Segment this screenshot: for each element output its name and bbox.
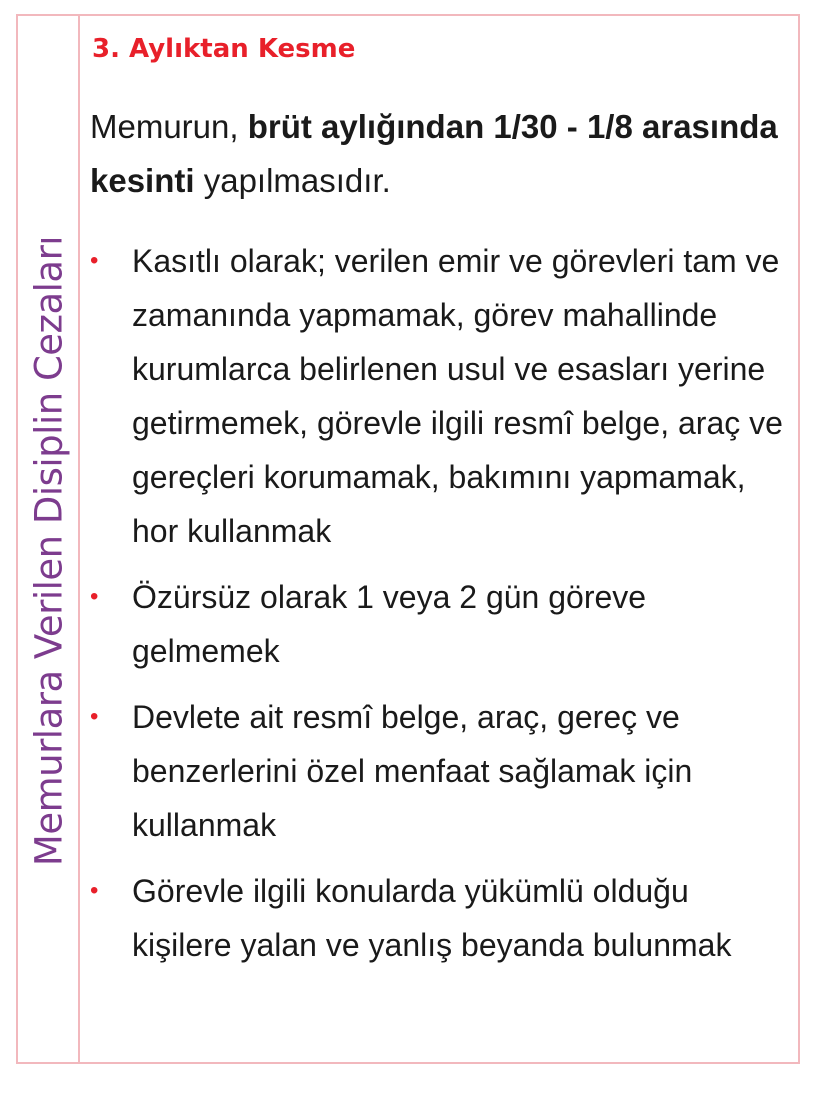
- bullet-icon: •: [90, 247, 99, 274]
- intro-bold: brüt aylığından 1/30 - 1/8 arasında kesinti: [90, 108, 778, 199]
- bullet-icon: •: [90, 583, 99, 610]
- intro-prefix: Memurun,: [90, 108, 248, 145]
- list-item-text: Özürsüz olarak 1 veya 2 gün göreve gelmemek: [132, 579, 647, 669]
- list-item: [90, 690, 795, 852]
- bullet-icon: •: [90, 877, 99, 904]
- section-heading: 3. Aylıktan Kesme: [92, 34, 356, 64]
- list-item-text: Görevle ilgili konularda yükümlü olduğu kişilere yalan ve yanlış beyanda bulunmak: [132, 873, 732, 963]
- list-item-text: Devlete ait resmî belge, araç, gereç ve benzerlerini özel menfaat sağlamak için kullanmak: [132, 699, 693, 843]
- content-card: [16, 14, 800, 1064]
- bullet-icon: •: [90, 703, 99, 730]
- list-item: [90, 234, 795, 558]
- intro-suffix: yapılmasıdır.: [194, 162, 391, 199]
- list-item: [90, 570, 795, 678]
- side-rail: [18, 16, 80, 1062]
- list-item: [90, 864, 795, 972]
- side-title: Memurlara Verilen Disiplin Cezaları: [27, 235, 71, 867]
- list-item-text: Kasıtlı olarak; verilen emir ve görevleri tam ve zamanında yapmamak, görev mahallinde kurumlarca belirlenen usul ve esasları yerine getirmemek, görevle ilgili resmî belge, araç ve gereçleri korumamak, bakımını yapmamak, hor kullanmak: [132, 243, 783, 549]
- bullet-list: [90, 234, 795, 984]
- section-intro: [90, 100, 790, 208]
